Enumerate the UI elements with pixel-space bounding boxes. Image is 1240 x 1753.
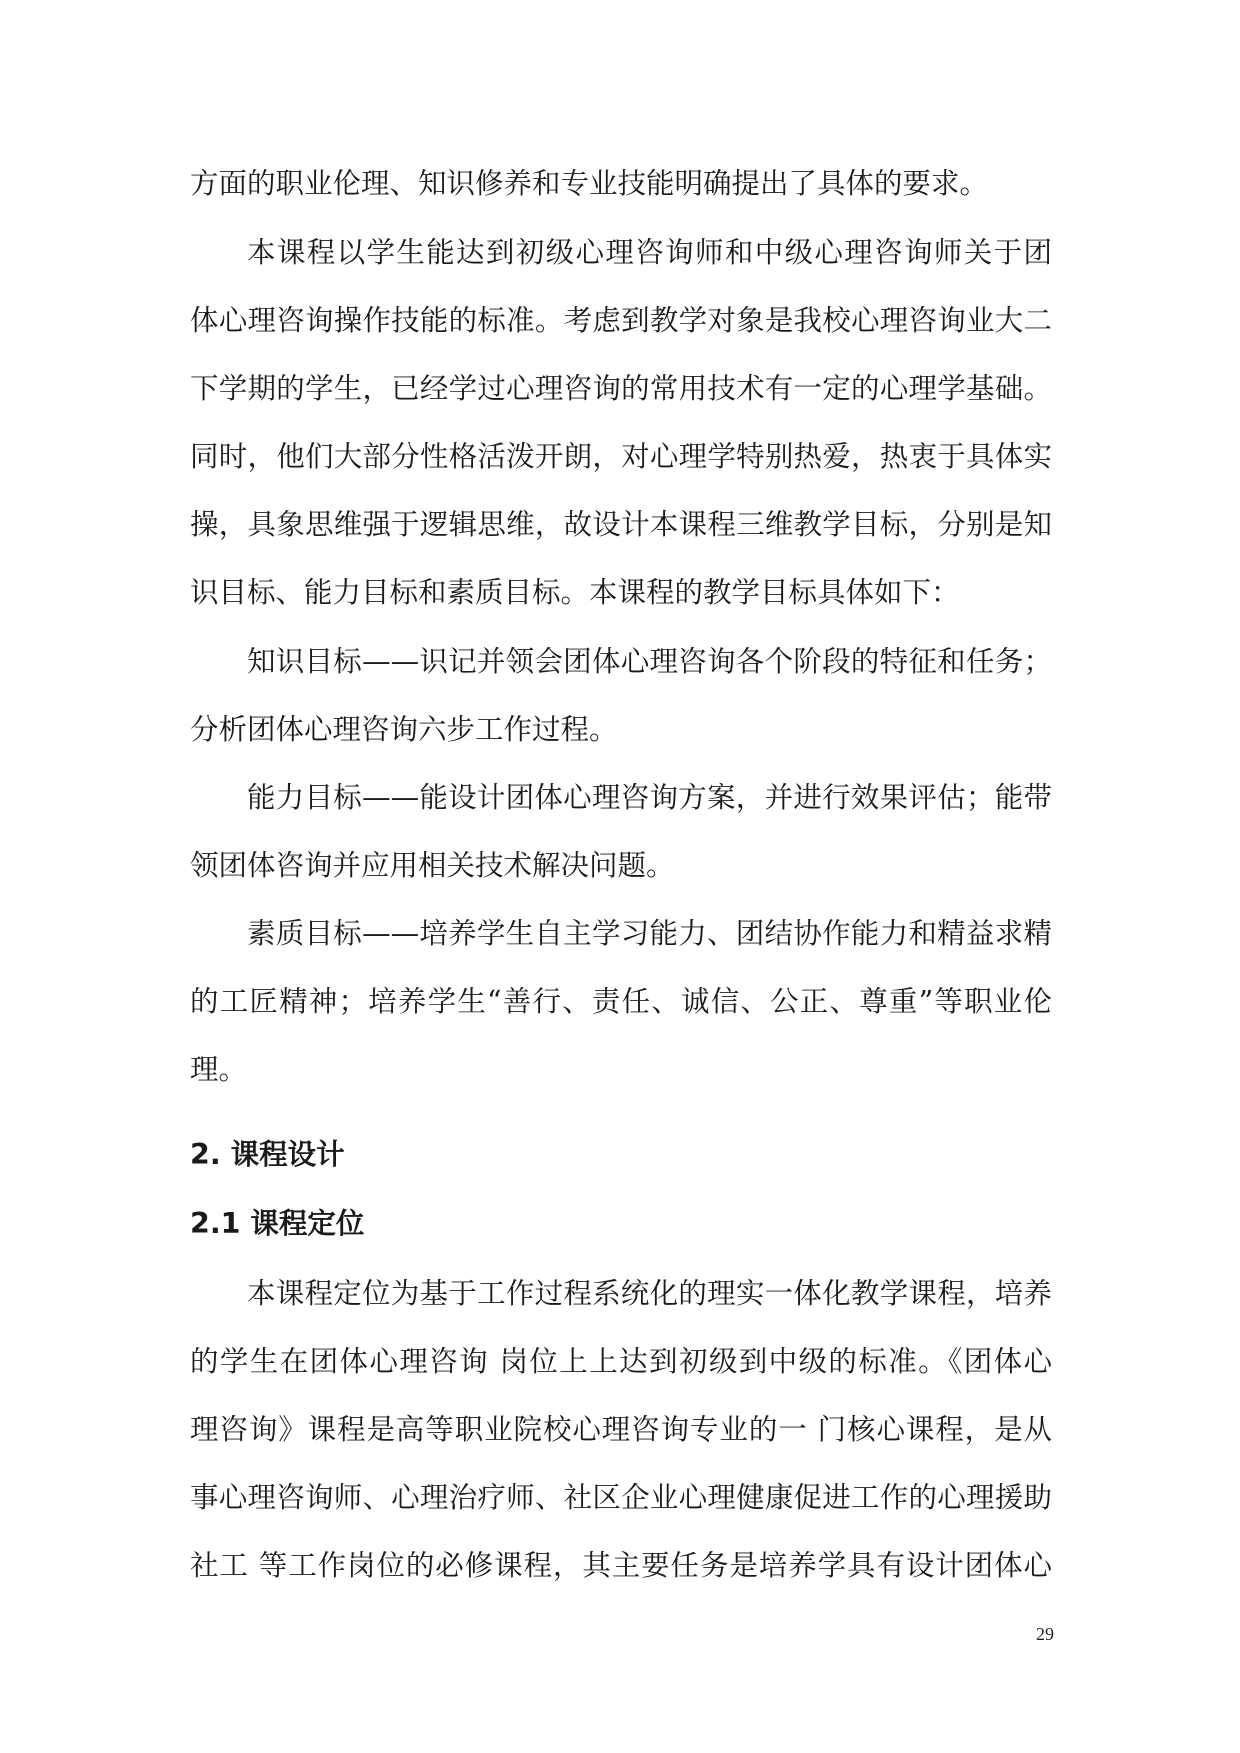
paragraph-line: 的学生在团体心理咨询 岗位上上达到初级到中级的标准。《团体心 — [190, 1345, 1052, 1378]
paragraph-line: 方面的职业伦理、知识修养和专业技能明确提出了具体的要求。 — [190, 167, 989, 200]
page-number: 29 — [1036, 1624, 1054, 1644]
paragraph-line: 领团体咨询并应用相关技术解决问题。 — [190, 849, 675, 882]
paragraph-line: 操，具象思维强于逻辑思维，故设计本课程三维教学目标，分别是知 — [190, 508, 1052, 541]
paragraph-line: 素质目标——培养学生自主学习能力、团结协作能力和精益求精 — [247, 917, 1052, 950]
section-heading: 2. 课程设计 — [190, 1138, 345, 1171]
paragraph-line: 本课程以学生能达到初级心理咨询师和中级心理咨询师关于团 — [247, 236, 1052, 269]
paragraph-line: 理。 — [190, 1053, 248, 1086]
paragraph-line: 的工匠精神；培养学生“善行、责任、诚信、公正、尊重”等职业伦 — [190, 985, 1052, 1018]
paragraph-line: 体心理咨询操作技能的标准。考虑到教学对象是我校心理咨询业大二 — [190, 304, 1052, 337]
paragraph-line: 同时，他们大部分性格活泼开朗，对心理学特别热爱，热衷于具体实 — [190, 440, 1052, 473]
paragraph-line: 能力目标——能设计团体心理咨询方案，并进行效果评估；能带 — [247, 781, 1052, 814]
paragraph-line: 知识目标——识记并领会团体心理咨询各个阶段的特征和任务； — [247, 645, 1052, 678]
subsection-heading: 2.1 课程定位 — [190, 1207, 365, 1240]
paragraph-line: 下学期的学生，已经学过心理咨询的常用技术有一定的心理学基础。 — [190, 372, 1052, 405]
paragraph-line: 理咨询》课程是高等职业院校心理咨询专业的一 门核心课程，是从 — [190, 1413, 1052, 1446]
paragraph-line: 识目标、能力目标和素质目标。本课程的教学目标具体如下： — [190, 576, 960, 609]
paragraph-line: 分析团体心理咨询六步工作过程。 — [190, 713, 618, 746]
paragraph-line: 社工 等工作岗位的必修课程，其主要任务是培养学具有设计团体心 — [190, 1549, 1052, 1582]
paragraph-line: 事心理咨询师、心理治疗师、社区企业心理健康促进工作的心理援助 — [190, 1481, 1052, 1514]
paragraph-line: 本课程定位为基于工作过程系统化的理实一体化教学课程，培养 — [247, 1277, 1052, 1310]
